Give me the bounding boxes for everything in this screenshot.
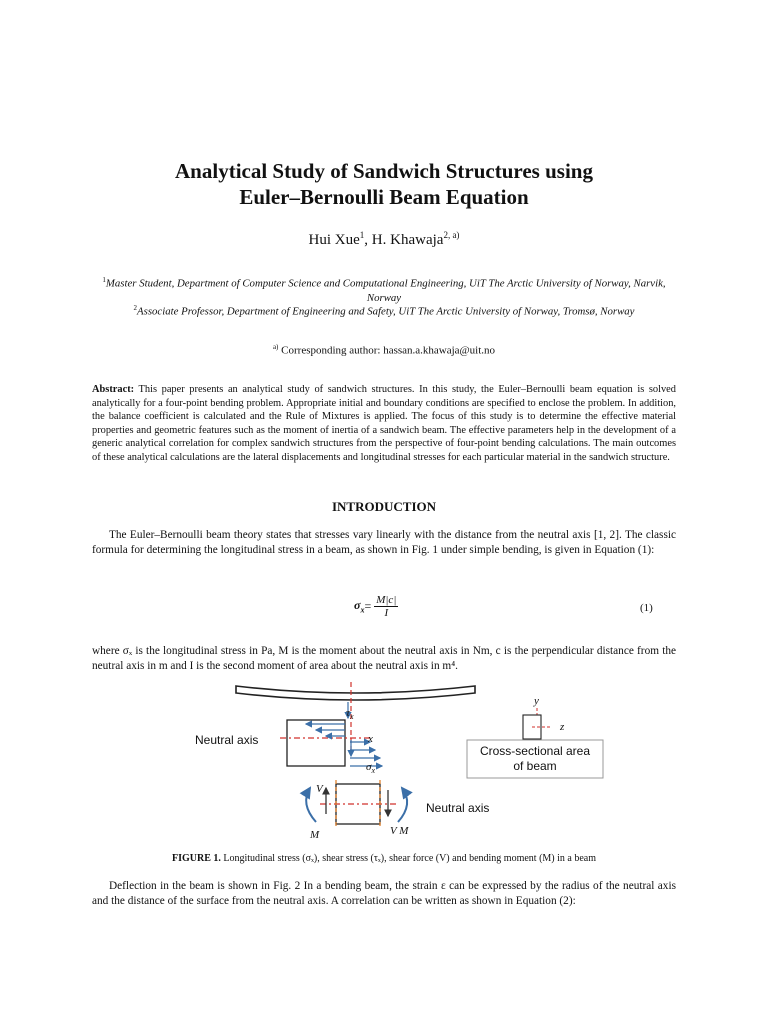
- author-1: Hui Xue: [308, 232, 360, 248]
- affiliation-1-text: Master Student, Department of Computer Science and Computational Engineering, UiT The Arctic University of Norway, Narvik, Norway: [105, 277, 666, 305]
- z-axis-label: z: [560, 721, 565, 733]
- author-2: H. Khawaja: [371, 232, 444, 248]
- abstract-text: This paper presents an analytical study of sandwich structures. In this study, the Euler–Bernoulli beam equation is solved analytically for a four-point bending problem. Appropriate initial and boundary conditions are specified to enclose the problem. In addition, the balance coefficient is calculated and the Rule of Mixtures is applied. The focus of this study is to determine the effective material properties and geometric features such as the moment of inertia of a sandwich beam. The effective parameters help in the development of a generic analytical correlation for complex sandwich structures from the perspective of four-point bending calculations. The main outcomes of these analytical calculations are the lateral displacements and longitudinal stresses for each particular material in the sandwich structure.: [92, 384, 676, 463]
- paper-title-line1: Analytical Study of Sandwich Structures using: [175, 159, 593, 183]
- figure-1-caption: [0, 853, 768, 864]
- affiliation-2: [92, 301, 676, 319]
- affiliation-2-text: Associate Professor, Department of Engineering and Safety, UiT The Arctic University of Norway, Tromsø, Norway: [137, 305, 635, 318]
- intro-paragraph-1: The Euler–Bernoulli beam theory states that stresses vary linearly with the distance from the neutral axis [1, 2]. The classic formula for determining the longitudinal stress in a beam, as shown in Fig. 1 under simple bending, is given in Equation (1):: [92, 529, 676, 556]
- abstract-label: Abstract:: [92, 384, 135, 395]
- neutral-axis-label-left: Neutral axis: [195, 733, 259, 747]
- affiliation-1-sup: 1: [102, 276, 106, 284]
- equation-1-fraction: [374, 594, 398, 619]
- figure-1-caption-text: Longitudinal stress (σₓ), shear stress (τₓ), shear force (V) and bending moment (M) in a beam: [220, 853, 596, 864]
- abstract: [92, 383, 676, 464]
- cross-section-label-1: Cross-sectional area: [479, 744, 591, 758]
- equation-1-denominator: I: [384, 607, 389, 619]
- affiliation-2-sup: 2: [133, 304, 138, 312]
- V-label-left: V: [316, 783, 323, 795]
- neutral-axis-label-right: Neutral axis: [426, 801, 490, 815]
- section-heading-introduction: INTRODUCTION: [331, 499, 436, 514]
- equation-1-number: (1): [640, 602, 653, 614]
- author-sep: ,: [364, 232, 372, 248]
- moment-arc-right: [398, 788, 407, 822]
- beam-element: [287, 720, 345, 766]
- corresponding-sup: a): [272, 343, 279, 351]
- equation-1-numerator: M|c|: [376, 594, 397, 606]
- figure-1-caption-label: FIGURE 1.: [171, 853, 221, 864]
- intro-paragraph-3: Deflection in the beam is shown in Fig. 2 In a bending beam, the strain ε can be expressed by the radius of the neutral axis and the distance of the surface from the neutral axis. A correlation can be written as shown in Equation (2):: [92, 880, 676, 907]
- moment-arc-left: [306, 788, 316, 822]
- cross-section-label-2: of beam: [513, 759, 557, 773]
- equation-1: [354, 594, 398, 619]
- paper-title-line2: Euler–Bernoulli Beam Equation: [239, 185, 529, 209]
- author-1-sup: 1: [359, 230, 365, 240]
- equation-1-equals: =: [364, 599, 372, 613]
- equation-1-sigma-sub: x: [360, 605, 365, 615]
- tau-label: $\tau_x$: [346, 707, 354, 721]
- equation-1-lhs: [354, 598, 364, 614]
- equation-1-sigma: σ: [354, 598, 361, 613]
- y-axis-label: y: [534, 695, 539, 707]
- M-label-left: M: [310, 829, 320, 841]
- VM-label-right: V M: [390, 825, 409, 837]
- authors: [0, 230, 768, 249]
- corresponding-text: Corresponding author: hassan.a.khawaja@uit.no: [278, 344, 496, 357]
- author-2-sup: 2, a): [443, 230, 460, 240]
- corresponding-author: [0, 343, 768, 357]
- bent-beam: [236, 686, 475, 700]
- figure-1: [170, 680, 620, 845]
- sigma-label: $\sigma_x$: [366, 761, 375, 775]
- x-label: x: [368, 733, 373, 745]
- intro-paragraph-2: where σₓ is the longitudinal stress in Pa, M is the moment about the neutral axis in Nm, c is the perpendicular distance from the neutral axis in m and I is the second moment of area about the neutral axis in m⁴.: [92, 645, 676, 672]
